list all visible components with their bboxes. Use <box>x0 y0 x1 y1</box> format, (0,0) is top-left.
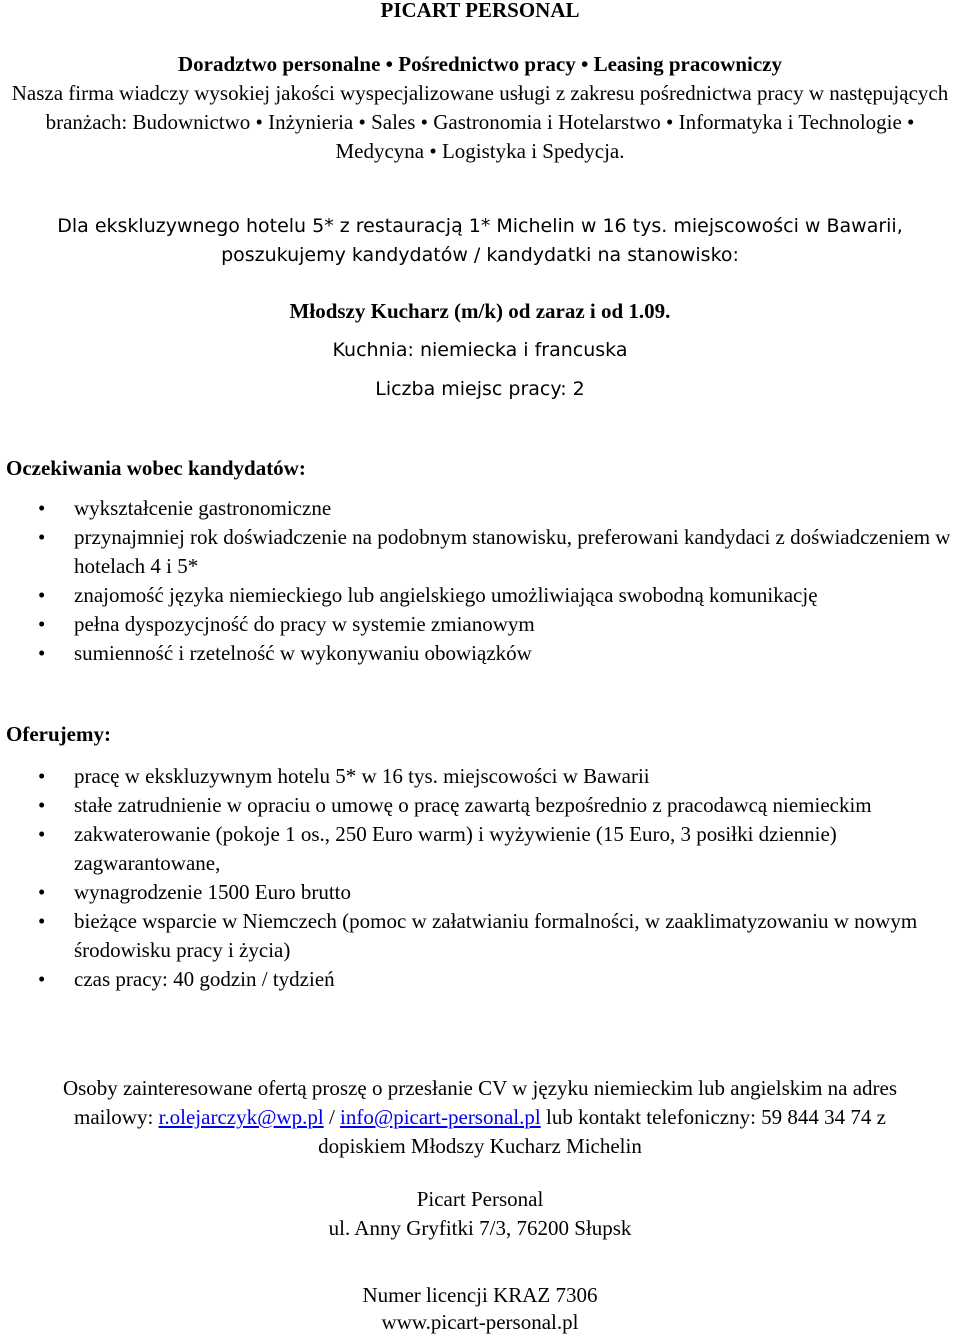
contact-prefix: mailowy: <box>73 1105 159 1129</box>
cuisine-info: Kuchnia: niemiecka i francuska <box>332 339 628 361</box>
list-item: • pracę w ekskluzywnym hotelu 5* w 16 tys. miejscowości w Bawarii <box>0 762 960 791</box>
benefits-heading: Oferujemy: <box>6 722 111 746</box>
license-number: Numer licencji KRAZ 7306 <box>362 1283 598 1307</box>
services-line: Doradztwo personalne • Pośrednictwo pracy • Leasing pracowniczy <box>177 52 783 76</box>
phone-info: lub kontakt telefoniczny: 59 844 34 74 z <box>540 1105 886 1129</box>
benefits-list <box>0 762 960 994</box>
website-link[interactable]: www.picart-personal.pl <box>381 1310 579 1334</box>
footer-company-name: Picart Personal <box>416 1187 544 1211</box>
company-intro: Nasza firma wiadczy wysokiej jakości wyspecjalizowane usługi z zakresu pośrednictwa pracy w następujących branżach: Budownictwo • Inżynieria • Sales • Gastronomia i Hotelarstwo • Informatyka i Technologie • Medycyna • Logistyka i Spedycja. <box>11 81 949 163</box>
vacancies-info: Liczba miejsc pracy: 2 <box>375 378 585 400</box>
list-item: • pełna dyspozycjność do pracy w systemie zmianowym <box>0 610 960 639</box>
contact-line2 <box>0 1103 960 1132</box>
company-name: PICART PERSONAL <box>380 0 580 22</box>
list-item: • zakwaterowanie (pokoje 1 os., 250 Euro warm) i wyżywienie (15 Euro, 3 posiłki dziennie) zagwarantowane, <box>0 820 960 878</box>
list-item: • stałe zatrudnienie w opraciu o umowę o pracę zawartą bezpośrednio z pracodawcą niemieckim <box>0 791 960 820</box>
email-link-2[interactable]: info@picart-personal.pl <box>340 1105 541 1129</box>
email-link-1[interactable]: r.olejarczyk@wp.pl <box>158 1105 324 1129</box>
email-separator: / <box>323 1105 341 1129</box>
list-item: • wykształcenie gastronomiczne <box>0 494 960 523</box>
list-item: • bieżące wsparcie w Niemczech (pomoc w załatwianiu formalności, w zaaklimatyzowaniu w nowym środowisku pracy i życia) <box>0 907 960 965</box>
contact-line3: dopiskiem Młodszy Kucharz Michelin <box>318 1134 642 1158</box>
list-item: • sumienność i rzetelność w wykonywaniu obowiązków <box>0 639 960 668</box>
footer-address: ul. Anny Gryfitki 7/3, 76200 Słupsk <box>328 1216 632 1240</box>
requirements-list <box>0 494 960 668</box>
list-item: • przynajmniej rok doświadczenie na podobnym stanowisku, preferowani kandydaci z doświadczeniem w hotelach 4 i 5* <box>0 523 960 581</box>
list-item: • czas pracy: 40 godzin / tydzień <box>0 965 960 994</box>
offer-intro-line1: Dla ekskluzywnego hotelu 5* z restauracją 1* Michelin w 16 tys. miejscowości w Bawarii, <box>57 215 903 237</box>
requirements-heading: Oczekiwania wobec kandydatów: <box>6 456 306 480</box>
contact-line1: Osoby zainteresowane ofertą proszę o przesłanie CV w języku niemieckim lub angielskim na adres <box>62 1076 898 1100</box>
position-title: Młodszy Kucharz (m/k) od zaraz i od 1.09. <box>289 299 671 323</box>
offer-intro-line2: poszukujemy kandydatów / kandydatki na stanowisko: <box>221 244 739 266</box>
list-item: • wynagrodzenie 1500 Euro brutto <box>0 878 960 907</box>
list-item: • znajomość języka niemieckiego lub angielskiego umożliwiająca swobodną komunikację <box>0 581 960 610</box>
